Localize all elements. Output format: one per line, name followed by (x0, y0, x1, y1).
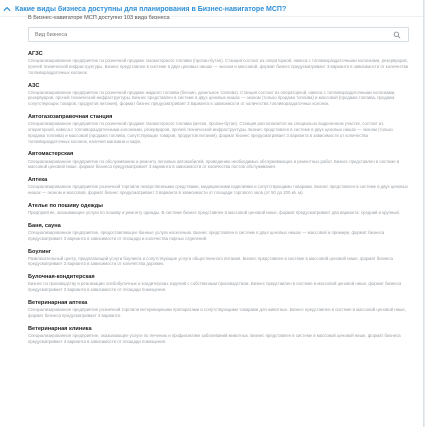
list-item (28, 203, 409, 216)
business-type-title: Боулинг (28, 248, 52, 255)
faq-title[interactable]: Какие виды бизнеса доступны для планирования в Бизнес-навигаторе МСП? (15, 5, 287, 13)
business-type-description: Специализированное предприятие, оказывающее услуги по лечению и профилактике заболеваний животных. Бизнес представлен в системе в массовой ценовой нише, формат бизнеса предусматривает 3 варианта в зависимости от площади помещения. (28, 332, 401, 344)
search-icon[interactable] (392, 30, 402, 40)
list-item (28, 114, 409, 144)
list-item (28, 83, 409, 108)
business-type-description: Бизнес по производству и реализации хлебобулочных и кондитерских изделий с собственным производством. Бизнес представлен в системе в массовой ценовой нише, формат бизнеса предусматривает 3 варианта в зависимости от площади помещения. (28, 281, 402, 293)
business-type-title: АЗС (28, 82, 40, 89)
business-type-description: Специализированное предприятие, предоставляющее банные услуги населению. Бизнес представлен в системе в двух ценовых нишах — массовой и премиум, формат бизнеса предусматривает 3 варианта в зависимости от площади и количества парных отделений. (28, 229, 385, 241)
business-types-list (28, 51, 409, 344)
business-type-search-input[interactable] (35, 30, 392, 40)
business-type-description: Развлекательный центр, предлагающий услуги боулинга и сопутствующие услуги общественного питания. Бизнес представлен в системе в массовой ценовой нише, формат бизнеса предусматривает 3 варианта в зависимости от количества дорожек. (28, 255, 393, 267)
business-type-title: Аптека (28, 177, 48, 184)
available-count-text: В Бизнес-навигаторе МСП доступно 103 вида бизнеса (28, 15, 170, 21)
list-item (28, 249, 409, 268)
business-type-description: Специализированное предприятие розничной торговли ветеринарными препаратами и сопутствующими товарами для животных. Бизнес представлен в системе в массовой ценовой нише, формат бизнеса предусматривает 3 варианта. (28, 307, 407, 318)
list-item (28, 223, 409, 242)
business-type-title: Ветеринарная аптека (28, 300, 88, 306)
business-type-title: Баня, сауна (28, 222, 61, 229)
business-type-title: Автогазозаправочная станция (28, 114, 113, 121)
business-type-description: Специализированное предприятие по розничной продаже газомоторного топлива (метан, пропан-бутан). Станция располагается на специально выделенном участке, состоит из операторной, навеса с топливораздаточными колонками, резервуаров, прочей технической инфраструктуры. Бизнес представлен в системе в двух ценовых нишах — эконом (только продажа топлива) и массовой (продажа топлива, сопутствующих товаров, продуктов питания), формат бизнес предусматривает 3 варианта в зависимости от количества топливораздаточных колонок, наличия магазина и кафе. (28, 121, 393, 144)
list-item (28, 177, 409, 196)
business-type-title: АГЗС (28, 51, 43, 57)
business-type-description: Предприятие, оказывающее услуги по пошиву и ремонту одежды. В системе бизнес представлен в массовой ценовой нише, формат предусматривает два варианта: средний и крупный. (28, 210, 400, 215)
list-item (28, 151, 409, 170)
business-type-description: Специализированное предприятие по розничной продаже газомоторного топлива (пропан-бутан). Станция состоит из операторной, навеса с топливораздаточными колонками, резервуаров, прочей технической инфраструктуры. Бизнес представлен в системе в двух ценовых нишах — эконом и массовой, формат бизнес предусматривает 3 варианта в зависимости от количества топливораздаточных колонок. (28, 58, 409, 75)
business-type-title: Булочная-кондитерская (28, 274, 95, 281)
business-type-description: Специализированное предприятие по обслуживанию и ремонту легковых автомобилей, проведению необходимых обслуживающих и ремонтных работ. Бизнес представлен в системе в массовой ценовой нише, формат бизнеса предусматривает 3 варианта в зависимости от количества постов обслуживания. (28, 158, 400, 170)
business-type-description: Специализированное предприятие розничной торговли лекарственными средствами, медицинскими изделиями и сопутствующими товарами. Бизнес представлен в системе в двух ценовых нишах — эконом и массовой, формат бизнес предусматривает 3 варианта в зависимости от площади торгового зала (от 50 до 200 кв. м). (28, 184, 408, 196)
chevron-up-icon[interactable] (3, 5, 11, 13)
business-type-description: Специализированное предприятие по розничной продаже жидкого топлива (бензин, дизельное топливо). Станция состоит из операторной, навеса с топливораздаточными колонками, резервуаров, прочей технической инфраструктуры. Бизнес представлен в системе в двух ценовых нишах — эконом (только продажа топлива) и массовой (продажа топлива, продажа сопутствующих товаров, продуктов питания), формат бизнес предусматривает 3 варианта в зависимости от количества топливораздаточных колонок. (28, 89, 396, 107)
faq-content (28, 15, 409, 351)
business-type-title: Ветеринарная клиника (28, 325, 92, 332)
list-item (28, 300, 409, 319)
list-item (28, 274, 409, 293)
list-item (28, 326, 409, 345)
business-type-title: Автомастерская (28, 151, 74, 158)
search-box[interactable] (28, 27, 409, 42)
list-item (28, 51, 409, 76)
business-type-title: Ателье по пошиву одежды (28, 202, 103, 209)
